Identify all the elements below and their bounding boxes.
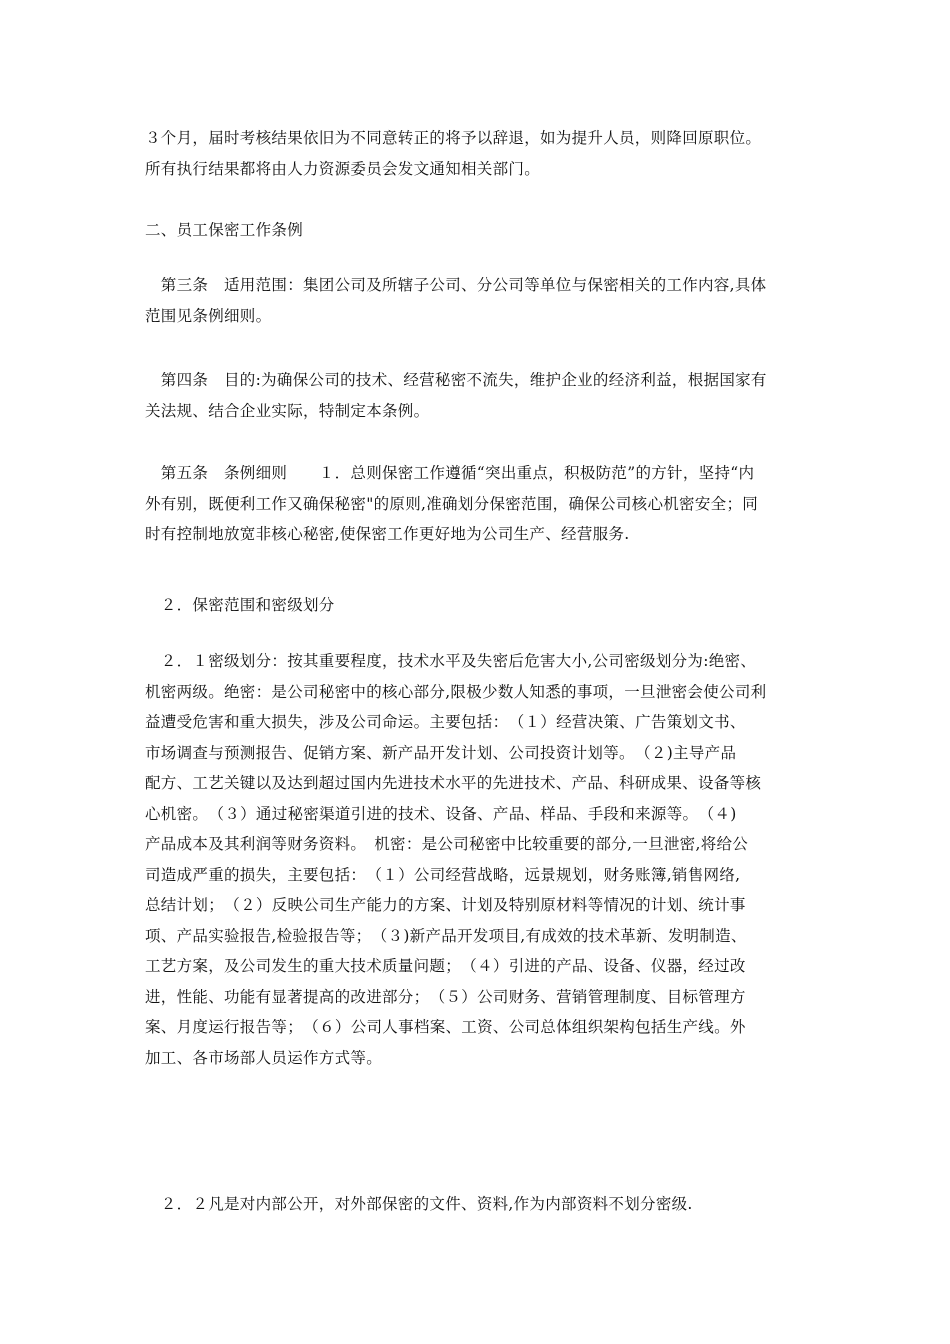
clause-heading: ２．保密范围和密级划分 bbox=[145, 596, 335, 614]
article-3-scope bbox=[145, 270, 810, 331]
text-line: ３个月，届时考核结果依旧为不同意转正的将予以辞退，如为提升人员，则降回原职位。 bbox=[145, 129, 762, 147]
text-line: 机密两级。绝密：是公司秘密中的核心部分,限极少数人知悉的事项，一旦泄密会使公司利 bbox=[145, 682, 767, 701]
text-line: 产品成本及其利润等财务资料。 机密：是公司秘密中比较重要的部分,一旦泄密,将给公 bbox=[145, 835, 749, 853]
text-line: 范围见条例细则。 bbox=[145, 306, 272, 325]
text-line: 第五条 条例细则 １．总则保密工作遵循“突出重点，积极防范”的方针，坚持“内 bbox=[145, 464, 755, 482]
text-line: 第三条 适用范围：集团公司及所辖子公司、分公司等单位与保密相关的工作内容,具体 bbox=[145, 276, 767, 294]
text-line: 第四条 目的:为确保公司的技术、经营秘密不流失，维护企业的经济利益，根据国家有 bbox=[145, 371, 767, 389]
text-line: 总结计划； （２）反映公司生产能力的方案、计划及特别原材料等情况的计划、统计事 bbox=[145, 896, 746, 914]
text-line: 关法规、结合企业实际，特制定本条例。 bbox=[145, 401, 430, 420]
article-4-purpose bbox=[145, 365, 810, 426]
section-heading: 二、员工保密工作条例 bbox=[145, 221, 304, 239]
text-line: 益遭受危害和重大损失，涉及公司命运。主要包括： （１）经营决策、广告策划文书、 bbox=[145, 713, 746, 731]
text-line: 时有控制地放宽非核心秘密,使保密工作更好地为公司生产、经营服务. bbox=[145, 525, 630, 543]
text-line: 心机密。 （３）通过秘密渠道引进的技术、设备、产品、样品、手段和来源等。 （４) bbox=[145, 804, 737, 823]
text-line: 工艺方案，及公司发生的重大技术质量问题； （４）引进的产品、设备、仪器，经过改 bbox=[145, 957, 746, 975]
clause-2-1-classification bbox=[145, 646, 810, 1073]
text-line: ２．２凡是对内部公开，对外部保密的文件、资料,作为内部资料不划分密级. bbox=[145, 1195, 693, 1213]
text-line: 项、产品实验报告,检验报告等； （３)新产品开发项目,有成效的技术革新、发明制造、 bbox=[145, 926, 747, 945]
paragraph-probation-continuation bbox=[145, 123, 810, 184]
text-line: 司造成严重的损失，主要包括： （１）公司经营战略，远景规划，财务账簿,销售网络, bbox=[145, 865, 741, 884]
clause-2-2-internal bbox=[145, 1189, 810, 1220]
article-5-rules bbox=[145, 458, 810, 550]
text-line: 进，性能、功能有显著提高的改进部分； （５）公司财务、营销管理制度、目标管理方 bbox=[145, 987, 746, 1006]
text-line: ２．１密级划分：按其重要程度，技术水平及失密后危害大小,公司密级划分为:绝密、 bbox=[145, 652, 757, 670]
text-line: 配方、工艺关键以及达到超过国内先进技术水平的先进技术、产品、科研成果、设备等核 bbox=[145, 774, 762, 792]
text-line: 市场调查与预测报告、促销方案、新产品开发计划、公司投资计划等。 （２)主导产品 bbox=[145, 743, 737, 762]
text-line: 所有执行结果都将由人力资源委员会发文通知相关部门。 bbox=[145, 159, 541, 178]
section-heading-confidentiality-regulations bbox=[145, 215, 810, 246]
clause-2-heading bbox=[145, 590, 810, 621]
text-line: 加工、各市场部人员运作方式等。 bbox=[145, 1048, 383, 1067]
text-line: 外有别，既便利工作又确保秘密"的原则,准确划分保密范围，确保公司核心机密安全；同 bbox=[145, 494, 759, 513]
text-line: 案、月度运行报告等； （６）公司人事档案、工资、公司总体组织架构包括生产线。外 bbox=[145, 1018, 746, 1036]
